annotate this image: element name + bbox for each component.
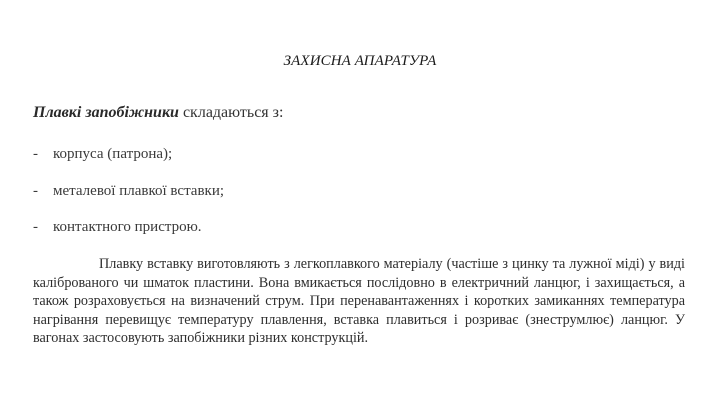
- body-paragraph: Плавку вставку виготовляють з легкоплавкого матеріалу (частіше з цинку та лужної міді) у виді каліброваного чи шматок пластини. Вона вмикається послідовно в електричний ланцюг, і захищається, а також розраховується на визначений струм. При перенавантаженнях і коротких замиканнях температура нагрівання перевищує температуру плавлення, вставка плавиться і розриває (знеструмлює) ланцюг. У вагонах застосовують запобіжники різних конструкцій.: [33, 256, 685, 347]
- list-item-text: металевої плавкої вставки;: [53, 183, 225, 199]
- intro-emphasis: Плавкі запобіжники: [33, 104, 179, 121]
- list-marker: -: [33, 219, 38, 235]
- list-item: [33, 183, 224, 200]
- list-item: [33, 146, 172, 163]
- list-item-text: контактного пристрою.: [53, 219, 202, 235]
- intro-line: [33, 104, 283, 122]
- list-item-text: корпуса (патрона);: [53, 146, 173, 162]
- page-title: ЗАХИСНА АПАРАТУРА: [283, 53, 437, 69]
- list-item: [33, 219, 202, 236]
- list-marker: -: [33, 146, 38, 162]
- list-marker: -: [33, 183, 38, 199]
- intro-rest: складаються з:: [178, 104, 284, 121]
